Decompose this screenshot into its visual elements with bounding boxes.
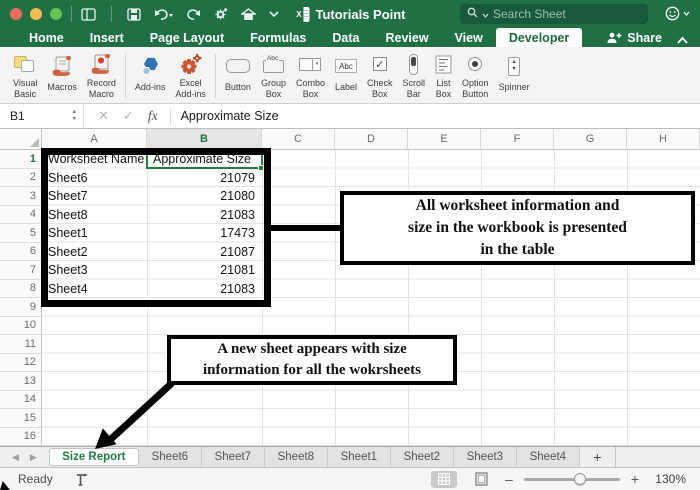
search-scope-chevron-icon[interactable] [482, 5, 489, 23]
add-ins-icon [139, 52, 161, 80]
confirm-entry-icon[interactable]: ✓ [122, 108, 134, 123]
search-icon [467, 5, 478, 23]
cell-a2[interactable]: Sheet6 [48, 170, 88, 185]
tab-page-layout[interactable]: Page Layout [149, 30, 225, 45]
row-header[interactable]: 3 [0, 187, 41, 206]
row-header[interactable]: 2 [0, 169, 41, 188]
sheet-tab-sheet6[interactable]: Sheet6 [139, 447, 202, 467]
zoom-level-label[interactable]: 130% [655, 472, 686, 486]
search-input[interactable] [460, 4, 648, 24]
list-box-button[interactable]: List Box [430, 52, 457, 100]
spinner-icon: ▲ ▼ [508, 52, 520, 80]
row-header[interactable]: 1 [0, 150, 41, 169]
name-box-stepper[interactable]: ▲ ▼ [71, 109, 77, 122]
sheet-tab-sheet8[interactable]: Sheet8 [265, 447, 328, 467]
annotation-connector-line [266, 225, 342, 231]
zoom-out-button[interactable]: – [505, 471, 513, 487]
formula-bar [0, 104, 700, 129]
row-header[interactable]: 15 [0, 409, 41, 428]
record-macro-button[interactable]: Record Macro [82, 52, 121, 100]
redo-icon[interactable] [187, 8, 201, 21]
cell-b2[interactable]: 21079 [220, 170, 255, 185]
cell-b7[interactable]: 21081 [220, 263, 255, 278]
ribbon-group-divider [125, 54, 126, 98]
undo-icon[interactable] [154, 8, 174, 21]
annotation-callout-sheet: A new sheet appears with size information for all the wokrsheets [167, 335, 457, 385]
divider [170, 108, 171, 125]
tab-formulas[interactable]: Formulas [250, 30, 307, 45]
gridline [335, 150, 336, 446]
grid-view-icon [438, 473, 450, 485]
smiley-icon [665, 6, 680, 21]
cell-b3[interactable]: 21080 [220, 189, 255, 204]
sheet-tab-sheet2[interactable]: Sheet2 [391, 447, 454, 467]
cell-a1[interactable]: Worksheet Name [48, 152, 145, 167]
cell-b1[interactable]: Approximate Size [153, 152, 251, 167]
zoom-in-button[interactable]: + [630, 471, 639, 487]
previous-sheet-icon[interactable]: ◀ [12, 451, 19, 462]
row-header[interactable]: 6 [0, 243, 41, 262]
option-button-icon [468, 52, 482, 76]
insert-function-icon[interactable]: fx [147, 108, 158, 123]
cell-b5[interactable]: 17473 [220, 226, 255, 241]
macros-icon [51, 52, 74, 80]
cell-b4[interactable]: 21083 [220, 207, 255, 222]
column-header-f[interactable]: F [481, 129, 554, 149]
check-box-button[interactable]: ✓ Check Box [362, 52, 398, 100]
divider [111, 6, 112, 22]
column-header-g[interactable]: G [554, 129, 627, 149]
combo-box-icon: ▾ [299, 52, 321, 76]
tab-insert[interactable]: Insert [89, 30, 124, 45]
label-control-icon: Abc [335, 52, 357, 80]
cell-b8[interactable]: 21083 [220, 281, 255, 296]
row-header[interactable]: 16 [0, 428, 41, 447]
cell-a5[interactable]: Sheet1 [48, 226, 88, 241]
divider [71, 6, 72, 22]
sheet-tab-sheet1[interactable]: Sheet1 [328, 447, 391, 467]
traffic-lights [10, 8, 62, 20]
spinner-button[interactable]: ▲ ▼ Spinner [494, 52, 535, 100]
zoom-slider[interactable] [524, 473, 620, 485]
formula-bar-content[interactable]: Approximate Size [180, 109, 279, 123]
home-icon[interactable] [241, 8, 256, 21]
tab-review[interactable]: Review [385, 30, 429, 45]
option-button-button[interactable]: Option Button [457, 52, 494, 100]
column-header-h[interactable]: H [627, 129, 700, 149]
column-header-d[interactable]: D [335, 129, 408, 149]
quick-access-toolbar [81, 6, 279, 22]
save-icon[interactable] [127, 8, 141, 21]
row-header[interactable]: 9 [0, 298, 41, 317]
check-box-icon: ✓ [373, 52, 387, 76]
name-box[interactable] [0, 104, 84, 128]
sheet-tab-sheet3[interactable]: Sheet3 [454, 447, 517, 467]
minimize-window-button[interactable] [30, 8, 42, 20]
excel-file-icon: X [294, 7, 309, 22]
row-header[interactable]: 11 [0, 335, 41, 354]
column-headers [0, 129, 700, 150]
column-header-e[interactable]: E [408, 129, 481, 149]
cancel-entry-icon[interactable]: ✕ [98, 108, 109, 123]
document-title-group [294, 0, 405, 28]
sheet-tab-bar [0, 446, 700, 467]
tab-data[interactable]: Data [332, 30, 360, 45]
record-macro-icon [90, 52, 113, 76]
combo-box-button[interactable]: ▾ Combo Box [291, 52, 330, 100]
smiley-dropdown-chevron-icon [683, 11, 690, 16]
cell-a8[interactable]: Sheet4 [48, 281, 88, 296]
annotation-callout-table: All worksheet information and size in the workbook is presented in the table [340, 191, 695, 265]
row-header[interactable]: 4 [0, 206, 41, 225]
sheet-tab-size-report[interactable]: Size Report [49, 448, 139, 466]
row-header[interactable]: 10 [0, 317, 41, 336]
row-header[interactable]: 13 [0, 372, 41, 391]
column-header-c[interactable]: C [262, 129, 335, 149]
column-header-b[interactable]: B [147, 129, 262, 149]
excel-add-ins-icon [179, 52, 202, 76]
search-placeholder: Search Sheet [493, 7, 566, 21]
excel-add-ins-button[interactable]: Excel Add-ins [170, 52, 211, 100]
group-box-icon: Abc [263, 52, 284, 76]
ribbon-tab-strip [0, 28, 700, 47]
status-bar [0, 467, 700, 490]
cell-a6[interactable]: Sheet2 [48, 244, 88, 259]
settings-gear-icon[interactable] [214, 7, 228, 21]
row-header[interactable]: 5 [0, 224, 41, 243]
toolbar-more-chevron-icon[interactable] [269, 11, 279, 17]
list-box-icon [435, 52, 452, 76]
visual-basic-button[interactable]: Visual Basic [8, 52, 42, 100]
title-bar [0, 0, 700, 28]
tab-developer[interactable]: Developer [496, 28, 582, 47]
close-window-button[interactable] [10, 8, 22, 20]
annotation-rectangle [41, 148, 271, 307]
add-ins-button[interactable]: Add-ins [130, 52, 171, 100]
next-sheet-icon[interactable]: ▶ [29, 451, 37, 462]
label-control-button[interactable]: Abc Label [330, 52, 362, 100]
feedback-smiley-button[interactable] [665, 6, 690, 21]
scroll-bar-icon [409, 52, 418, 76]
sidebar-panel-icon[interactable] [81, 8, 96, 21]
add-sheet-button[interactable]: + [580, 447, 616, 467]
button-control-icon [226, 52, 250, 80]
developer-ribbon [0, 47, 700, 104]
row-header[interactable]: 14 [0, 391, 41, 410]
tab-view[interactable]: View [454, 30, 483, 45]
normal-view-button[interactable] [431, 471, 457, 488]
share-label: Share [627, 30, 662, 45]
cell-b6[interactable]: 21087 [220, 244, 255, 259]
macros-button[interactable]: Macros [42, 52, 82, 100]
document-title: Tutorials Point [315, 6, 406, 22]
sheet-tab-sheet4[interactable]: Sheet4 [517, 447, 580, 467]
share-button[interactable] [606, 28, 662, 47]
record-macro-indicator-icon[interactable] [75, 473, 89, 486]
status-ready-label: Ready [18, 472, 53, 486]
page-layout-view-button[interactable] [468, 471, 494, 488]
visual-basic-icon [14, 52, 36, 76]
cell-a4[interactable]: Sheet8 [48, 207, 88, 222]
button-control-button[interactable]: Button [220, 52, 256, 100]
row-header[interactable]: 8 [0, 280, 41, 299]
sheet-tab-sheet7[interactable]: Sheet7 [202, 447, 265, 467]
row-header[interactable]: 12 [0, 354, 41, 373]
tab-home[interactable]: Home [29, 30, 64, 45]
share-person-icon [606, 32, 622, 44]
select-all-corner[interactable] [0, 129, 42, 149]
row-headers [0, 150, 42, 446]
zoom-window-button[interactable] [50, 8, 62, 20]
scroll-bar-button[interactable]: Scroll Bar [398, 52, 431, 100]
cell-a3[interactable]: Sheet7 [48, 189, 88, 204]
ribbon-group-divider [215, 54, 216, 98]
group-box-button[interactable]: Abc Group Box [256, 52, 291, 100]
active-cell-reference: B1 [10, 109, 25, 123]
column-header-a[interactable]: A [42, 129, 147, 149]
page-layout-icon [475, 472, 488, 486]
zoom-slider-knob[interactable] [574, 473, 586, 485]
row-header[interactable]: 7 [0, 261, 41, 280]
cell-a7[interactable]: Sheet3 [48, 263, 88, 278]
